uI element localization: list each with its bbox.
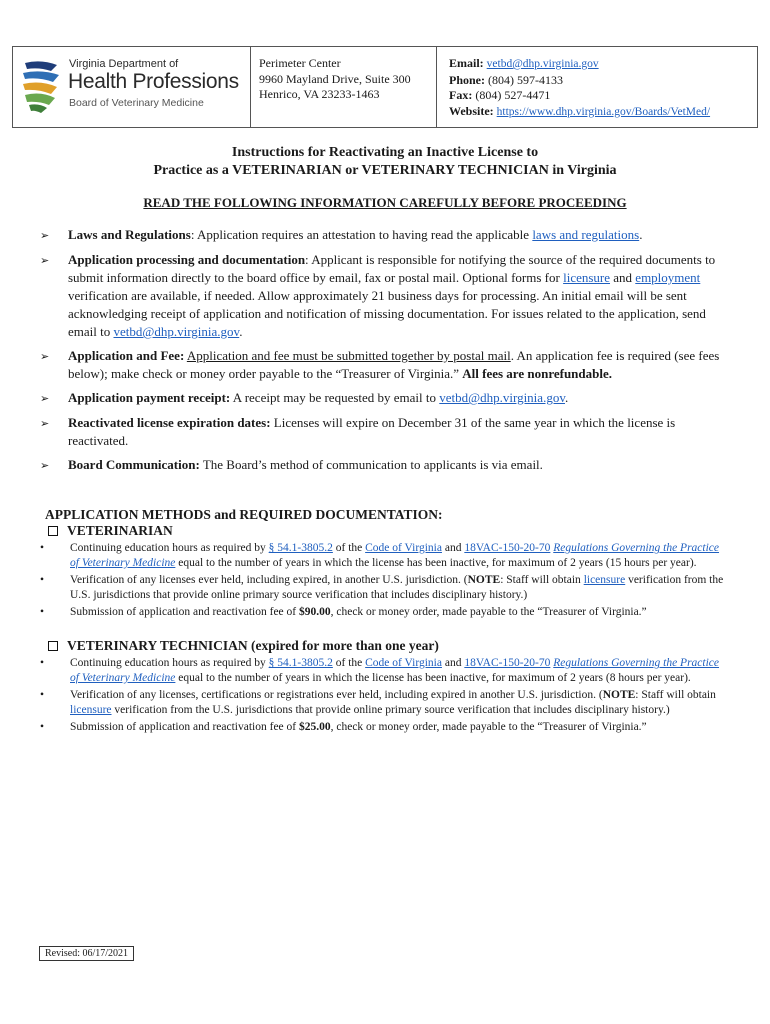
fee-underlined: Application and fee must be submitted together by postal mail — [186, 348, 511, 363]
list-item-laws — [40, 226, 720, 245]
revision-date: Revised: 06/17/2021 — [39, 946, 134, 961]
vac-link[interactable]: 18VAC-150-20-70 — [464, 542, 551, 554]
bullet-icon: • — [40, 721, 45, 733]
list-item-fee — [40, 347, 720, 383]
read-notice: READ THE FOLLOWING INFORMATION CAREFULLY BEFORE PROCEEDING — [143, 195, 627, 210]
bullet-icon: • — [40, 657, 45, 669]
processing-text1: : Applicant is responsible for notifying the source of the required documents to submit information directly to the board office by email, fax or postal mail. Optional forms for — [68, 252, 716, 285]
laws-heading: Laws and Regulations — [68, 227, 191, 242]
address-line1: Perimeter Center — [259, 56, 341, 70]
address-block — [251, 47, 437, 127]
logo-line3: Board of Veterinary Medicine — [69, 97, 204, 109]
technician-heading-text: VETERINARY TECHNICIAN (expired for more than one year) — [67, 638, 439, 653]
code-of-virginia-link[interactable]: Code of Virginia — [365, 657, 442, 669]
checkbox-icon[interactable] — [48, 526, 58, 536]
list-item: • Continuing education hours as required by § 54.1-3805.2 of the Code of Virginia and 18VAC-150-20-70 Regulations Governing the Practice of Veterinary Medicine equal to the number of years in which the license has been inactive, for maximum of 2 years (15 hours per year). — [40, 542, 720, 569]
technician-requirements — [38, 656, 728, 737]
expiration-heading: Reactivated license expiration dates: — [68, 415, 271, 430]
regulations-link[interactable]: Regulations Governing the Practice of Veterinary Medicine — [70, 657, 720, 684]
address-line2: 9960 Mayland Drive, Suite 300 — [259, 71, 411, 86]
list-item-receipt — [40, 389, 720, 408]
website-link[interactable]: https://www.dhp.virginia.gov/Boards/VetMed/ — [496, 105, 711, 118]
bullet-icon: • — [40, 574, 45, 586]
veterinarian-heading-text: VETERINARIAN — [67, 523, 173, 538]
methods-heading: APPLICATION METHODS and REQUIRED DOCUMENTATION: — [45, 507, 443, 522]
fax-label: Fax: — [449, 88, 473, 102]
code-section-link[interactable]: § 54.1-3805.2 — [268, 542, 333, 554]
processing-text2: and — [610, 270, 636, 285]
fee-nonrefundable: All fees are nonrefundable — [462, 366, 609, 381]
letterhead — [12, 46, 758, 128]
list-item: • Verification of any licenses ever held, including expired, in another U.S. jurisdiction. (NOTE: Staff will obtain licensure verification from the U.S. jurisdictions that provide online primary source verification that includes disciplinary history.) — [40, 574, 724, 601]
fee-end: . — [608, 366, 613, 381]
arrow-bullet-icon: ➢ — [40, 418, 50, 430]
arrow-bullet-icon: ➢ — [40, 460, 50, 472]
checkbox-icon[interactable] — [48, 641, 58, 651]
title-line1: Instructions for Reactivating an Inactive License to — [231, 145, 539, 160]
list-item: • Continuing education hours as required by § 54.1-3805.2 of the Code of Virginia and 18VAC-150-20-70 Regulations Governing the Practice of Veterinary Medicine equal to the number of years in which the license has been inactive, for maximum of 2 years (8 hours per year). — [40, 657, 720, 684]
bullet-icon: • — [40, 542, 45, 554]
laws-text: : Application requires an attestation to having read the applicable — [190, 227, 533, 242]
document-title — [0, 144, 770, 180]
contact-block — [437, 47, 757, 127]
receipt-email-link[interactable]: vetbd@dhp.virginia.gov — [439, 390, 565, 405]
arrow-bullet-icon: ➢ — [40, 255, 50, 267]
logo-block — [13, 47, 251, 127]
fee-heading: Application and Fee: — [68, 348, 185, 363]
veterinarian-heading — [48, 523, 173, 539]
website-label: Website: — [449, 103, 494, 118]
code-of-virginia-link[interactable]: Code of Virginia — [365, 542, 442, 554]
processing-end: . — [239, 324, 243, 339]
veterinarian-requirements — [38, 541, 728, 622]
communication-heading: Board Communication: — [68, 457, 200, 472]
fee-text: . An application fee is required (see fees below); make check or money order payable to the “Treasurer of Virginia.” — [68, 348, 720, 381]
communication-text: The Board’s method of communication to applicants is via email. — [199, 457, 543, 472]
instructions-list — [40, 226, 720, 481]
list-item: • Verification of any licenses, certifications or registrations ever held, including expired in another U.S. jurisdiction. (NOTE: Staff will obtain licensure verification from the U.S. jurisdictions that provide online primary source verification that includes disciplinary history.) — [40, 689, 716, 716]
list-item-expiration — [40, 414, 720, 450]
logo-line2: Health Professions — [68, 70, 239, 93]
arrow-bullet-icon: ➢ — [40, 230, 50, 242]
list-item-processing — [40, 251, 720, 341]
dhp-logo-icon — [21, 57, 61, 115]
vac-link[interactable]: 18VAC-150-20-70 — [464, 657, 551, 669]
logo-line1: Virginia Department of — [69, 58, 179, 70]
email-link[interactable]: vetbd@dhp.virginia.gov — [486, 58, 599, 70]
address-line3: Henrico, VA 23233-1463 — [259, 87, 380, 101]
bullet-icon: • — [40, 689, 45, 701]
laws-end: . — [639, 227, 643, 242]
laws-link[interactable]: laws and regulations — [532, 227, 640, 242]
phone-label: Phone: — [449, 72, 485, 87]
list-item: • Submission of application and reactivation fee of $25.00, check or money order, made payable to the “Treasurer of Virginia.” — [40, 721, 647, 733]
licensure-form-link[interactable]: licensure — [563, 270, 611, 285]
arrow-bullet-icon: ➢ — [40, 393, 50, 405]
list-item: • Submission of application and reactivation fee of $90.00, check or money order, made payable to the “Treasurer of Virginia.” — [40, 606, 647, 618]
expiration-text: Licenses will expire on December 31 of the same year in which the license is reactivated. — [68, 415, 676, 448]
licensure-link[interactable]: licensure — [70, 704, 112, 716]
bullet-icon: • — [40, 606, 45, 618]
phone-value: (804) 597-4133 — [488, 72, 563, 87]
employment-form-link[interactable]: employment — [635, 270, 701, 285]
technician-heading — [48, 638, 439, 654]
processing-text3: verification are available, if needed. Allow approximately 21 business days for processing. An initial email will be sent acknowledging receipt of application and notification of missing documentation. For issues related to the application, send email to — [68, 288, 706, 339]
arrow-bullet-icon: ➢ — [40, 351, 50, 363]
receipt-text: A receipt may be requested by email to — [230, 390, 440, 405]
processing-email-link[interactable]: vetbd@dhp.virginia.gov — [113, 324, 240, 339]
email-label: Email: — [449, 56, 484, 70]
licensure-link[interactable]: licensure — [583, 574, 626, 586]
list-item-communication — [40, 456, 720, 475]
receipt-end: . — [564, 390, 569, 405]
receipt-heading: Application payment receipt: — [68, 390, 231, 405]
title-line2: Practice as a VETERINARIAN or VETERINARY TECHNICIAN in Virginia — [153, 163, 617, 178]
code-section-link[interactable]: § 54.1-3805.2 — [268, 657, 333, 669]
regulations-link[interactable]: Regulations Governing the Practice of Veterinary Medicine — [70, 542, 720, 569]
fax-value: (804) 527-4471 — [475, 88, 551, 102]
processing-heading: Application processing and documentation — [68, 252, 306, 267]
